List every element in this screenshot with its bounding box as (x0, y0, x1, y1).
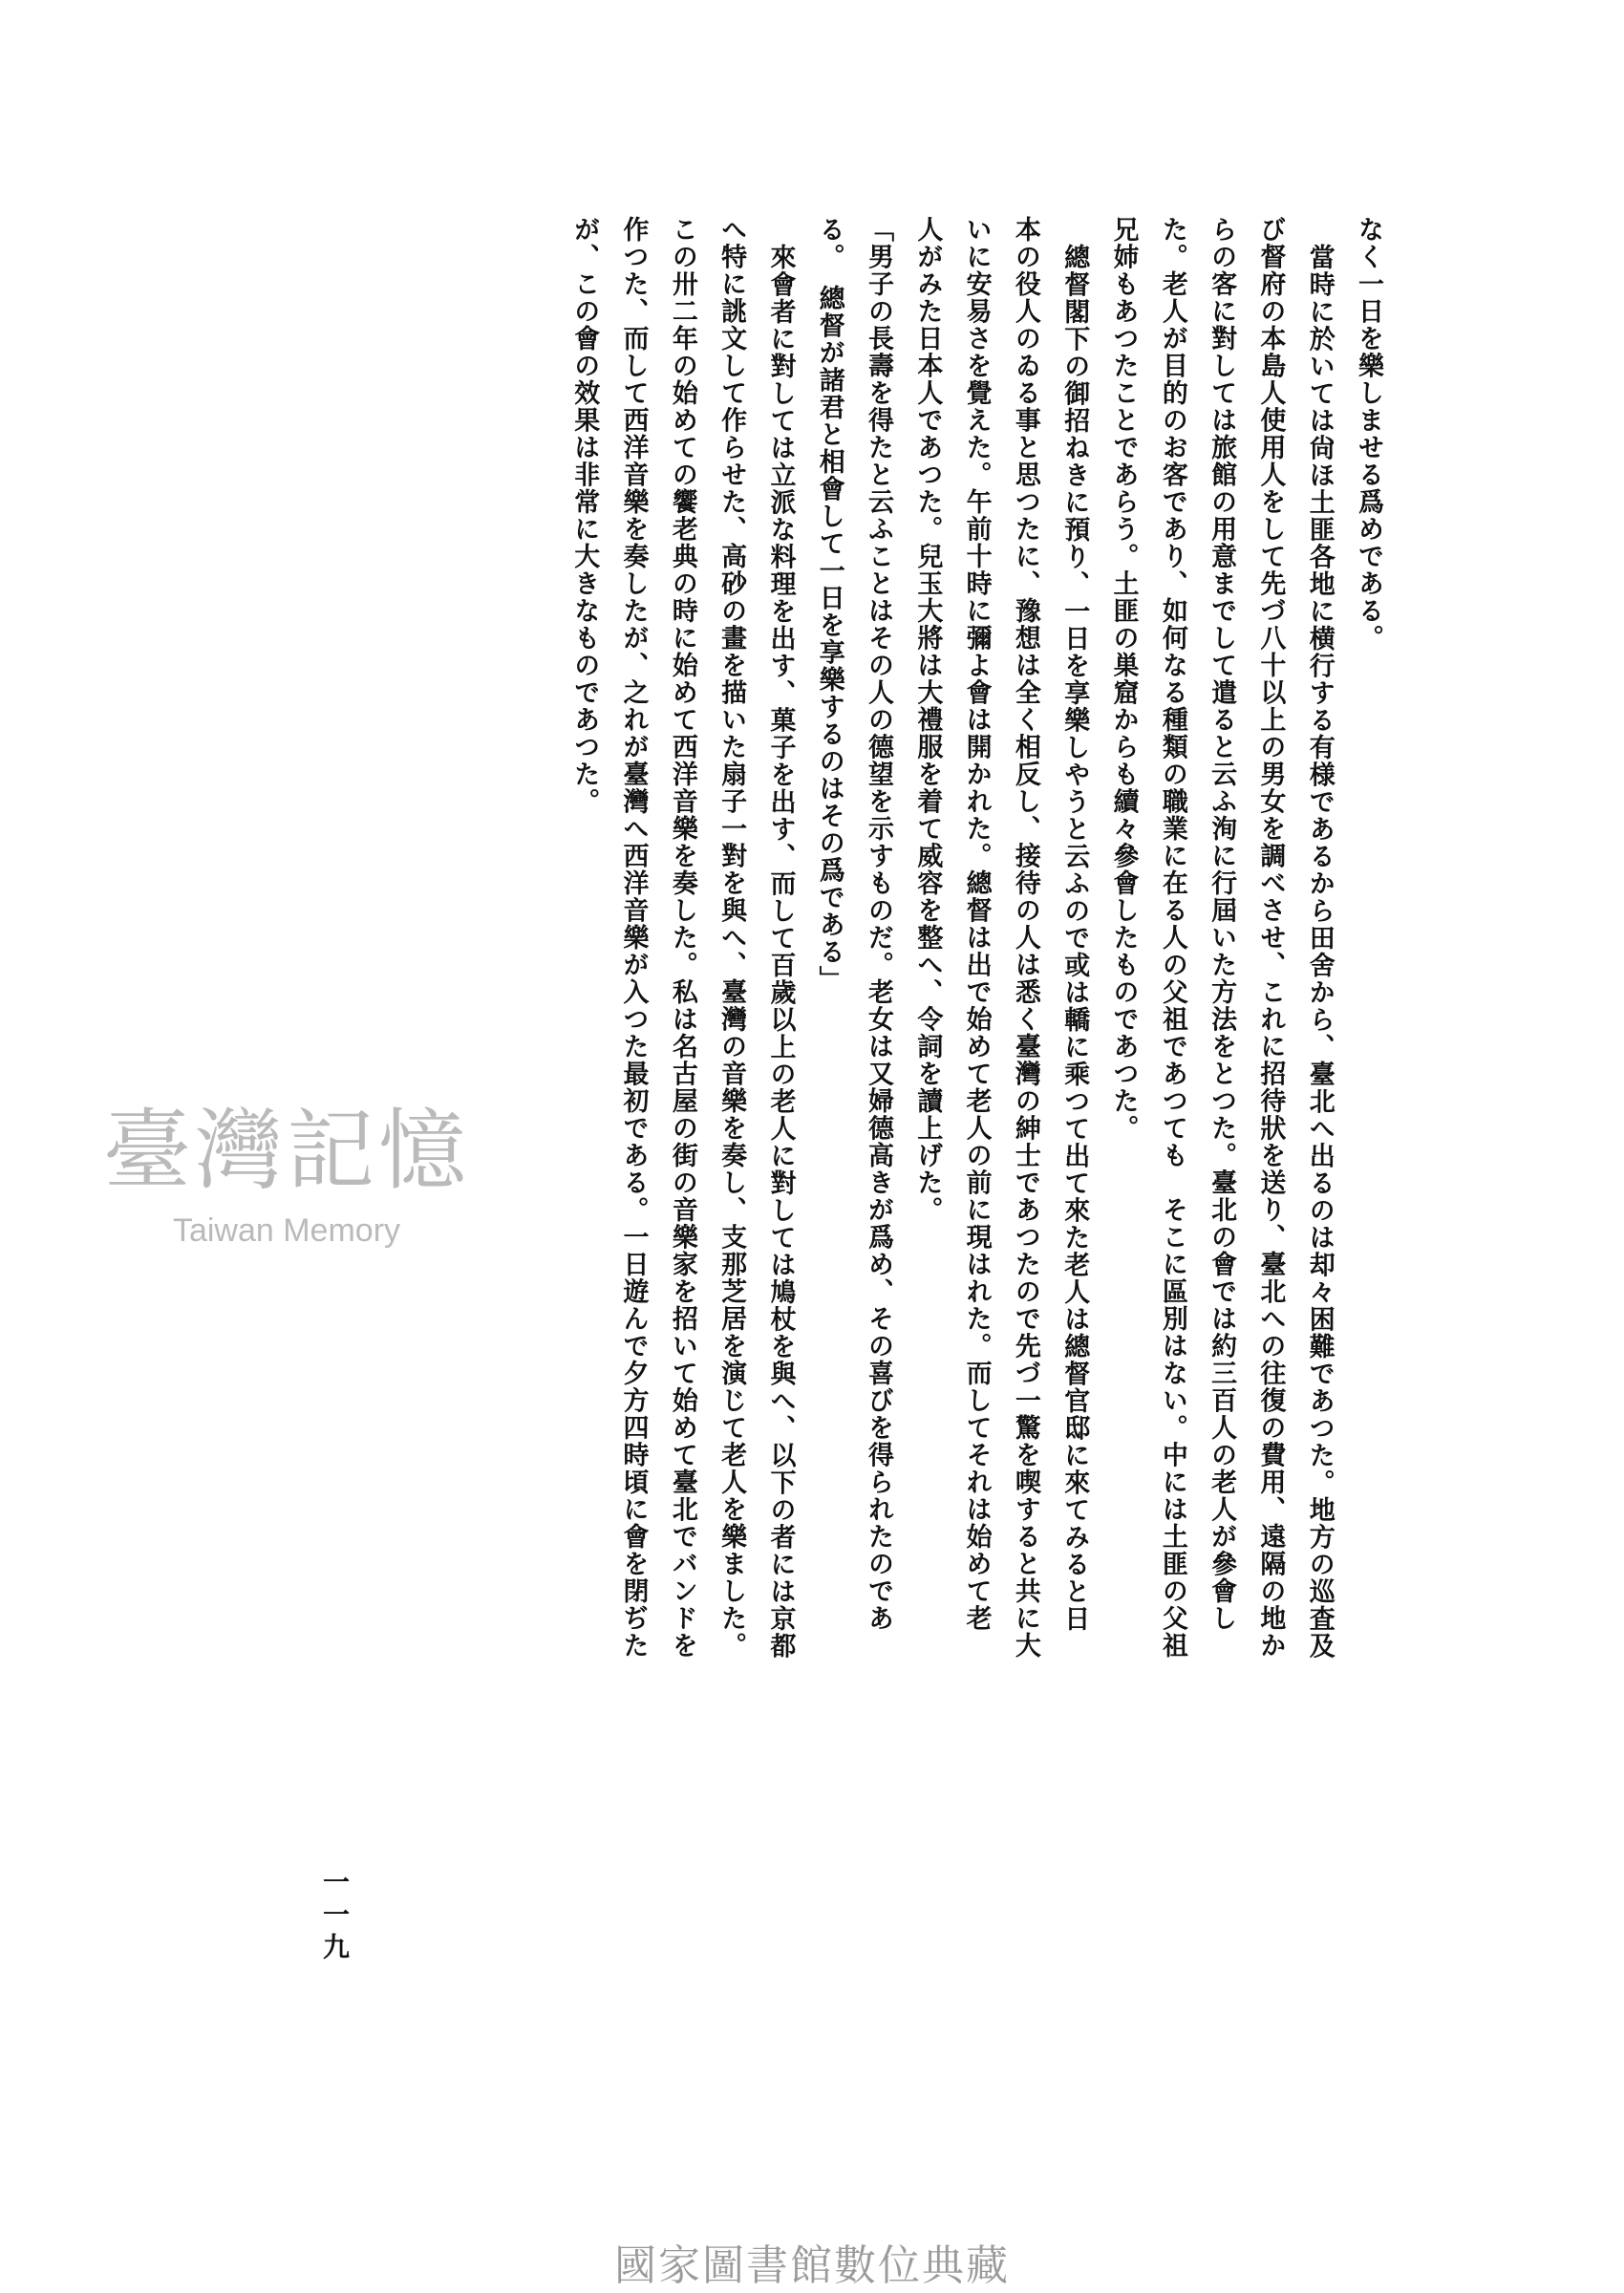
text-column: 兄姉もあつたことであらう。土匪の巣窟からも續々參會したものであつた。 (1108, 216, 1139, 1142)
text-column: る。 總督が諸君と相會して一日を享樂するのはその爲である」 (814, 216, 844, 993)
text-column: 本の役人のゐる事と思つたに、豫想は全く相反し、接待の人は悉く臺灣の紳士であつたので先づ一驚を喫すると共に大 (1010, 216, 1040, 1660)
text-column: 「男子の長壽を得たと云ふことはその人の德望を示すものだ。老女は又婦德高きが爲め、その喜びを得られたのであ (864, 216, 894, 1632)
text-column: び督府の本島人使用人をして先づ八十以上の男女を調べさせ、これに招待狀を送り、臺北への往復の費用、遠隔の地か (1255, 216, 1286, 1660)
text-column: 當時に於いては尙ほ土匪各地に横行する有様であるから田舍から、臺北へ出るのは却々困難であつた。地方の巡査及 (1304, 244, 1335, 1660)
text-column: た。老人が目的のお客であり、如何なる種類の職業に在る人の父祖であつても そこに區別はない。中には土匪の父祖 (1157, 216, 1187, 1660)
text-column: この卅二年の始めての饗老典の時に始めて西洋音樂を奏した。私は名古屋の街の音樂家を招いて始めて臺北でバンドを (667, 216, 697, 1660)
text-column: 總督閣下の御招ねきに預り、一日を享樂しやうと云ふので或は轎に乘つて出て來た老人は總督官邸に來てみると日 (1059, 244, 1090, 1633)
page-number: 一一九 (319, 1868, 351, 1965)
text-column: 來會者に對しては立派な料理を出す、菓子を出す、而して百歲以上の老人に對しては鳩杖を與へ、以下の者には京都 (765, 244, 796, 1660)
text-column: 作つた、而して西洋音樂を奏したが、之れが臺灣へ西洋音樂が入つた最初である。一日遊んで夕方四時頃に會を閉ぢた (618, 216, 649, 1660)
body-text (560, 216, 1393, 1706)
text-column: へ特に誂文して作らせた、高砂の畫を描いた扇子一對を與へ、臺灣の音樂を奏し、支那芝居を演じて老人を樂ました。 (716, 216, 747, 1660)
text-column: が、この會の效果は非常に大きなものであつた。 (569, 216, 600, 815)
watermark-title: 臺灣記憶 (102, 1100, 470, 1202)
text-column: らの客に對しては旅館の用意までして遣ると云ふ洵に行屆いた方法をとつた。臺北の會では約三百人の老人が參會し (1207, 216, 1237, 1632)
text-column: いに安易さを覺えた。午前十時に彌よ會は開かれた。總督は出で始めて老人の前に現はれた。而してそれは始めて老 (961, 216, 992, 1632)
watermark-subtitle: Taiwan Memory (172, 1212, 401, 1249)
footer-credit: 國家圖書館數位典藏 (614, 2241, 1010, 2290)
text-column: 人がみた日本人であつた。兒玉大將は大禮服を着て威容を整へ、令詞を讀上げた。 (912, 216, 943, 1224)
watermark-logo (57, 1099, 516, 1252)
text-column: なく一日を樂しませる爲めである。 (1354, 216, 1383, 652)
